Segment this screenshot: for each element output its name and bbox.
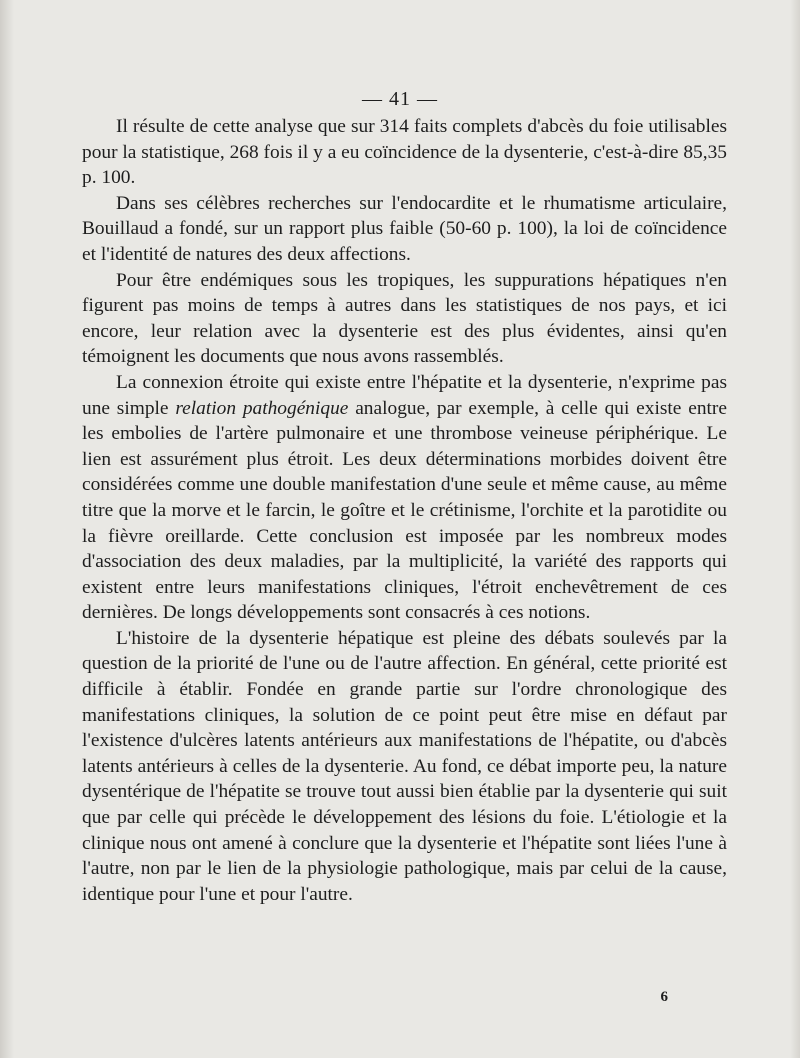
paragraph-4-emphasis: relation pathogénique [175, 397, 349, 419]
paragraph-4 [82, 370, 727, 626]
paragraph-1: Il résulte de cette analyse que sur 314 faits complets d'abcès du foie utilisables pour la statistique, 268 fois il y a eu coïncidence de la dysenterie, c'est-à-dire 85,35 p. 100. [82, 116, 727, 189]
page-edge-shadow-right [790, 0, 800, 1058]
paragraph-2: Dans ses célèbres recherches sur l'endocardite et le rhumatisme articulaire, Bouillaud a fondé, sur un rapport plus faible (50-60 p. 100), la loi de coïncidence et l'identité de natures des deux affections. [82, 192, 727, 265]
paragraph-5: L'histoire de la dysenterie hépatique est pleine des débats soulevés par la question de la priorité de l'une ou de l'autre affection. En général, cette priorité est difficile à établir. Fondée en grande partie sur l'ordre chronologique des manifestations cliniques, la solution de ce point peut être mise en défaut par l'existence d'ulcères latents antérieurs aux manifestations de l'hépatite, ou d'abcès latents antérieurs à celles de la dysenterie. Au fond, ce débat importe peu, la nature dysentérique de l'hépatite se trouve tout aussi bien établie par la dysenterie qui suit que par celle qui précède le développement des lésions du foie. L'étiologie et la clinique nous ont amené à conclure que la dysenterie et l'hépatite sont liées l'une à l'autre, non par le lien de la physiologie pathologique, mais par celui de la cause, identique pour l'une et pour l'autre. [82, 627, 727, 905]
page-number: — 41 — [362, 88, 438, 110]
paragraph-4-text-before: La connexion étroite qui existe entre l'hépatite et la dysenterie, n'exprime pas une simple [82, 371, 727, 419]
body-text [82, 114, 727, 907]
paragraph-4-text-after: analogue, par exemple, à celle qui existe entre les embolies de l'artère pulmonaire et une thrombose veineuse périphérique. Le lien est assurément plus étroit. Les deux déterminations morbides doivent être considérées comme une double manifestation d'une seule et même cause, au même titre que la morve et le farcin, le goître et le crétinisme, l'orchite et la parotidite ou la fièvre oreillarde. Cette conclusion est imposée par les nombreux modes d'association des deux maladies, par la multiplicité, la variété des rapports qui existent entre leurs manifestations cliniques, l'étroit enchevêtrement de ces dernières. De longs développements sont consacrés à ces notions. [82, 397, 727, 624]
page-edge-shadow-left [0, 0, 14, 1058]
signature-mark: 6 [660, 989, 668, 1005]
paragraph-3: Pour être endémiques sous les tropiques, les suppurations hépatiques n'en figurent pas moins de temps à autres dans les statistiques de nos pays, et ici encore, leur relation avec la dysenterie est des plus évidentes, ainsi qu'en témoignent les documents que nous avons rassemblés. [82, 269, 727, 368]
